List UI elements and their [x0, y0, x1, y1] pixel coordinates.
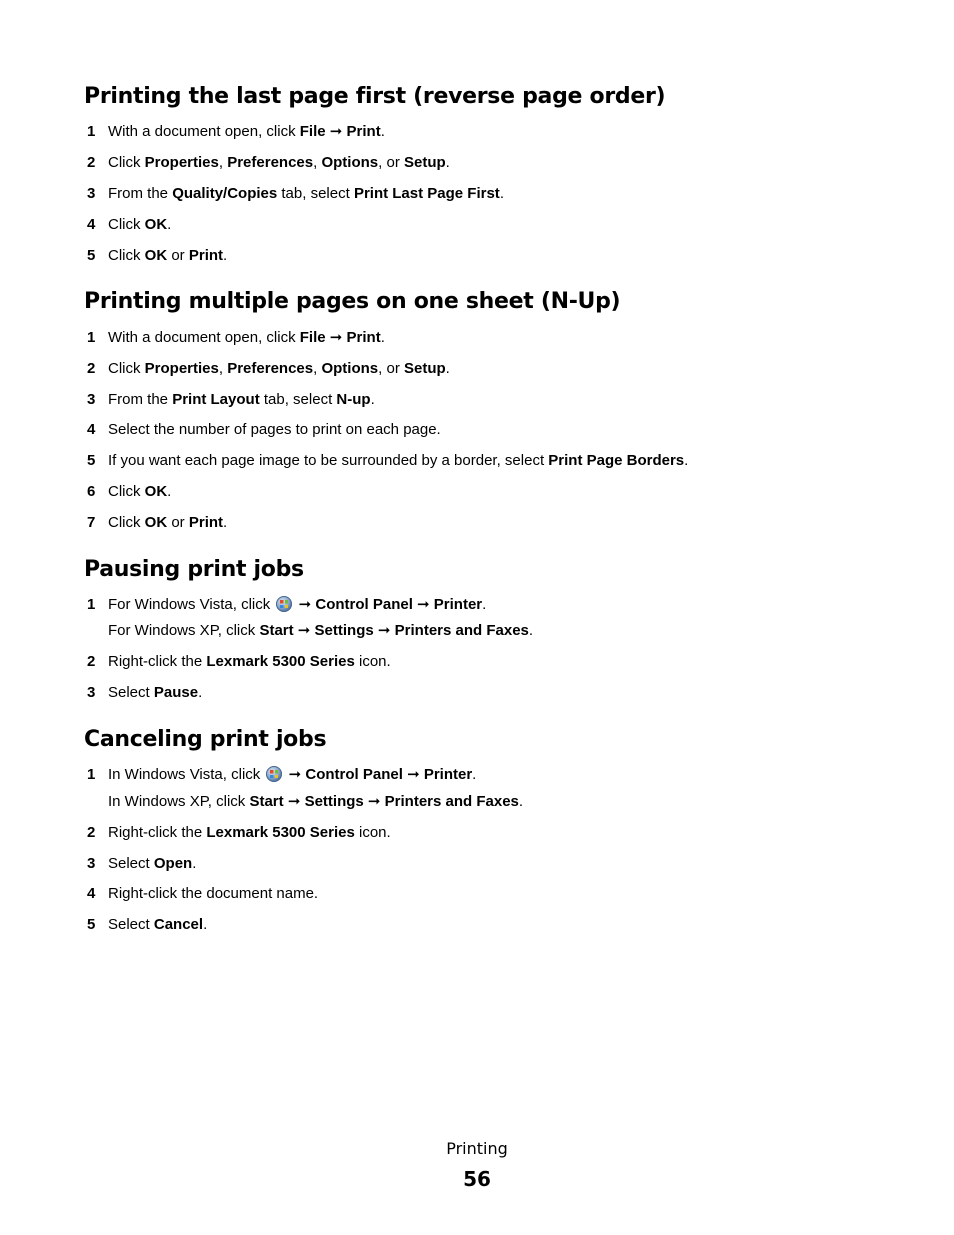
step-item: 7 Click OK or Print.	[87, 513, 228, 531]
step-number: 2	[87, 653, 96, 670]
section-heading: Printing multiple pages on one sheet (N-Up)	[84, 289, 621, 314]
step-item: 3 From the Quality/Copies tab, select Print Last Page First.	[87, 185, 504, 202]
step-number: 7	[87, 513, 96, 531]
section-canceling	[84, 726, 904, 754]
step-number: 5	[87, 247, 96, 264]
section-heading: Printing the last page first (reverse page order)	[84, 84, 666, 109]
step-item: 1 With a document open, click File ➞ Print.	[87, 329, 385, 346]
step-item: 2 Right-click the Lexmark 5300 Series icon.	[87, 653, 391, 670]
step-item: 3 Select Pause.	[87, 684, 203, 701]
steps-n-up	[84, 328, 904, 544]
arrow-icon: ➞	[377, 622, 391, 639]
step-item: 5 Select Cancel.	[87, 915, 208, 933]
arrow-icon: ➞	[329, 123, 343, 140]
step-number: 3	[87, 684, 96, 701]
section-pausing	[84, 556, 904, 584]
step-item: 1 In Windows Vista, click ➞ Control Panel ➞ Printer.	[87, 766, 477, 783]
step-number: 2	[87, 359, 96, 377]
step-number: 4	[87, 216, 96, 233]
arrow-icon: ➞	[288, 766, 302, 783]
section-reverse-order	[84, 83, 904, 111]
arrow-icon: ➞	[297, 622, 311, 639]
step-number: 1	[87, 329, 96, 346]
step-item: 1 With a document open, click File ➞ Print.	[87, 123, 385, 140]
step-item: 5 Click OK or Print.	[87, 247, 228, 264]
step-subline: In Windows XP, click Start ➞ Settings ➞ Printers and Faxes.	[108, 793, 524, 810]
step-number: 2	[87, 824, 96, 841]
steps-reverse-order	[84, 122, 904, 277]
step-number: 3	[87, 390, 96, 408]
step-item: 2 Click Properties, Preferences, Options, or Setup.	[87, 154, 450, 171]
step-number: 5	[87, 452, 96, 470]
section-heading: Pausing print jobs	[84, 557, 304, 582]
footer-section-label: Printing	[446, 1139, 508, 1158]
step-number: 4	[87, 421, 96, 439]
step-item: 1 For Windows Vista, click ➞ Control Panel ➞ Printer.	[87, 596, 487, 613]
menu-file: File	[299, 123, 326, 140]
step-number: 3	[87, 185, 96, 202]
windows-start-icon	[266, 766, 282, 782]
steps-canceling	[84, 765, 904, 945]
step-number: 2	[87, 154, 96, 171]
step-item: 3 Select Open.	[87, 854, 197, 872]
step-number: 1	[87, 596, 96, 613]
menu-print: Print	[346, 123, 381, 140]
step-item: 4 Click OK.	[87, 216, 172, 233]
arrow-icon: ➞	[287, 793, 301, 810]
section-n-up	[84, 288, 904, 316]
step-number: 1	[87, 766, 96, 783]
step-item: 5 If you want each page image to be surrounded by a border, select Print Page Borders.	[87, 452, 689, 470]
windows-start-icon	[276, 596, 292, 612]
steps-pausing	[84, 595, 904, 714]
step-item: 4 Select the number of pages to print on each page.	[87, 421, 441, 439]
step-item: 2 Click Properties, Preferences, Options, or Setup.	[87, 359, 450, 377]
arrow-icon: ➞	[298, 596, 312, 613]
step-item: 6 Click OK.	[87, 482, 172, 500]
step-number: 5	[87, 915, 96, 933]
page-number: 56	[463, 1167, 491, 1191]
step-number: 6	[87, 482, 96, 500]
step-number: 4	[87, 885, 96, 903]
step-item: 3 From the Print Layout tab, select N-up.	[87, 390, 375, 408]
step-number: 3	[87, 854, 96, 872]
section-heading: Canceling print jobs	[84, 727, 327, 752]
step-subline: For Windows XP, click Start ➞ Settings ➞ Printers and Faxes.	[108, 622, 534, 639]
arrow-icon: ➞	[407, 766, 420, 783]
arrow-icon: ➞	[417, 596, 430, 613]
step-number: 1	[87, 123, 96, 140]
step-item: 4 Right-click the document name.	[87, 885, 319, 903]
arrow-icon: ➞	[367, 793, 381, 810]
arrow-icon: ➞	[329, 329, 343, 346]
step-item: 2 Right-click the Lexmark 5300 Series icon.	[87, 824, 391, 841]
